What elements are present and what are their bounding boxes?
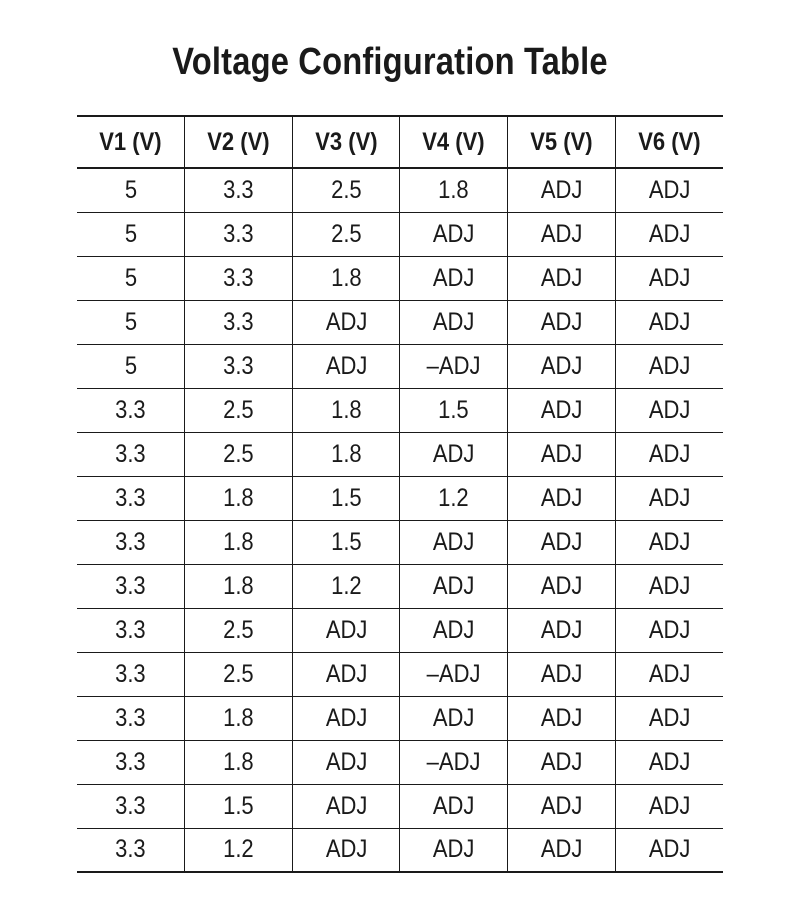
table-cell-v1	[77, 828, 185, 872]
table-row	[77, 300, 723, 344]
table-cell-v5	[508, 432, 616, 476]
table-cell-v2	[185, 388, 293, 432]
table-cell-v4	[400, 388, 508, 432]
table-cell-v4	[400, 564, 508, 608]
cell-value: –ADJ	[426, 351, 481, 380]
cell-value: 3.3	[223, 175, 254, 204]
table-cell-v6	[615, 256, 723, 300]
cell-value: ADJ	[648, 307, 691, 336]
table-cell-v3	[292, 784, 400, 828]
table-cell-v2	[185, 520, 293, 564]
cell-value: 3.3	[115, 439, 146, 468]
table-cell-v6	[615, 608, 723, 652]
table-cell-v5	[508, 608, 616, 652]
column-header-v6	[615, 116, 723, 168]
cell-value: ADJ	[540, 351, 583, 380]
cell-value: ADJ	[540, 791, 583, 820]
table-cell-v5	[508, 784, 616, 828]
table-cell-v2	[185, 300, 293, 344]
cell-value: 5	[124, 175, 137, 204]
table-cell-v2	[185, 608, 293, 652]
table-cell-v3	[292, 300, 400, 344]
table-row	[77, 476, 723, 520]
cell-value: 1.5	[438, 395, 470, 424]
column-header-label: V1 (V)	[99, 127, 162, 156]
table-cell-v1	[77, 564, 185, 608]
table-cell-v1	[77, 476, 185, 520]
cell-value: 2.5	[223, 659, 254, 688]
table-cell-v6	[615, 432, 723, 476]
table-cell-v6	[615, 696, 723, 740]
table-cell-v5	[508, 388, 616, 432]
table-cell-v3	[292, 520, 400, 564]
voltage-configuration-table	[77, 115, 723, 873]
cell-value: 2.5	[223, 439, 254, 468]
table-body	[77, 168, 723, 872]
cell-value: 1.8	[438, 175, 470, 204]
table-cell-v2	[185, 476, 293, 520]
table-cell-v2	[185, 256, 293, 300]
cell-value: 5	[124, 263, 137, 292]
table-cell-v1	[77, 212, 185, 256]
table-cell-v2	[185, 212, 293, 256]
cell-value: ADJ	[648, 835, 691, 864]
cell-value: 1.8	[223, 571, 254, 600]
cell-value: ADJ	[433, 219, 475, 248]
cell-value: ADJ	[648, 527, 691, 556]
table-cell-v1	[77, 520, 185, 564]
cell-value: ADJ	[540, 307, 583, 336]
cell-value: 1.8	[223, 747, 254, 776]
table-cell-v1	[77, 652, 185, 696]
cell-value: 3.3	[115, 483, 146, 512]
table-cell-v5	[508, 520, 616, 564]
column-header-label: V4 (V)	[422, 127, 485, 156]
table-cell-v3	[292, 432, 400, 476]
column-header-v1	[77, 116, 185, 168]
table-cell-v2	[185, 344, 293, 388]
cell-value: 5	[124, 351, 137, 380]
table-cell-v1	[77, 344, 185, 388]
table-row	[77, 344, 723, 388]
table-cell-v5	[508, 168, 616, 212]
table-cell-v1	[77, 256, 185, 300]
cell-value: 1.5	[330, 527, 362, 556]
table-cell-v2	[185, 432, 293, 476]
table-row	[77, 740, 723, 784]
cell-value: 1.2	[330, 571, 362, 600]
table-cell-v3	[292, 476, 400, 520]
cell-value: ADJ	[433, 307, 475, 336]
table-row	[77, 784, 723, 828]
cell-value: 2.5	[330, 219, 362, 248]
table-row	[77, 256, 723, 300]
table-cell-v5	[508, 564, 616, 608]
column-header-label: V2 (V)	[207, 127, 270, 156]
cell-value: ADJ	[433, 263, 475, 292]
table-cell-v5	[508, 344, 616, 388]
cell-value: ADJ	[540, 615, 583, 644]
column-header-label: V5 (V)	[530, 127, 593, 156]
table-row	[77, 520, 723, 564]
table-cell-v4	[400, 300, 508, 344]
table-cell-v1	[77, 432, 185, 476]
cell-value: ADJ	[433, 791, 475, 820]
table-cell-v3	[292, 168, 400, 212]
cell-value: ADJ	[325, 307, 367, 336]
cell-value: 1.5	[223, 791, 254, 820]
cell-value: 5	[124, 219, 137, 248]
cell-value: ADJ	[540, 439, 583, 468]
table-cell-v3	[292, 696, 400, 740]
cell-value: ADJ	[433, 527, 475, 556]
cell-value: ADJ	[540, 747, 583, 776]
cell-value: ADJ	[540, 835, 583, 864]
table-row	[77, 432, 723, 476]
cell-value: 3.3	[115, 527, 146, 556]
cell-value: 3.3	[115, 703, 146, 732]
table-row	[77, 564, 723, 608]
header-row	[77, 116, 723, 168]
cell-value: ADJ	[433, 703, 475, 732]
table-cell-v5	[508, 740, 616, 784]
table-cell-v4	[400, 608, 508, 652]
table-cell-v4	[400, 520, 508, 564]
cell-value: 3.3	[115, 395, 146, 424]
cell-value: 1.8	[223, 703, 254, 732]
table-cell-v4	[400, 696, 508, 740]
table-cell-v3	[292, 740, 400, 784]
cell-value: 3.3	[115, 747, 146, 776]
table-row	[77, 828, 723, 872]
table-cell-v6	[615, 388, 723, 432]
column-header-v4	[400, 116, 508, 168]
table-cell-v2	[185, 168, 293, 212]
cell-value: ADJ	[325, 791, 367, 820]
table-cell-v6	[615, 212, 723, 256]
table-cell-v5	[508, 828, 616, 872]
table-cell-v3	[292, 256, 400, 300]
column-header-label: V3 (V)	[314, 127, 378, 156]
table-row	[77, 608, 723, 652]
cell-value: 3.3	[115, 791, 146, 820]
cell-value: ADJ	[648, 571, 691, 600]
table-cell-v4	[400, 344, 508, 388]
table-cell-v1	[77, 168, 185, 212]
table-row	[77, 388, 723, 432]
column-header-v2	[185, 116, 293, 168]
table-cell-v5	[508, 212, 616, 256]
table-cell-v2	[185, 784, 293, 828]
table-cell-v1	[77, 740, 185, 784]
table-cell-v3	[292, 608, 400, 652]
table-cell-v1	[77, 608, 185, 652]
cell-value: ADJ	[540, 175, 583, 204]
cell-value: 2.5	[223, 615, 254, 644]
cell-value: ADJ	[648, 791, 691, 820]
table-cell-v3	[292, 828, 400, 872]
cell-value: ADJ	[433, 615, 475, 644]
table-cell-v1	[77, 388, 185, 432]
cell-value: ADJ	[433, 835, 475, 864]
table-cell-v4	[400, 784, 508, 828]
cell-value: –ADJ	[426, 747, 481, 776]
cell-value: ADJ	[648, 483, 691, 512]
cell-value: ADJ	[648, 747, 691, 776]
cell-value: ADJ	[325, 351, 367, 380]
table-row	[77, 168, 723, 212]
table-cell-v6	[615, 784, 723, 828]
table-cell-v6	[615, 344, 723, 388]
table-cell-v2	[185, 652, 293, 696]
cell-value: ADJ	[325, 747, 367, 776]
table-cell-v6	[615, 652, 723, 696]
cell-value: 1.8	[330, 395, 362, 424]
cell-value: 1.2	[223, 835, 254, 864]
table-cell-v4	[400, 740, 508, 784]
table-cell-v2	[185, 740, 293, 784]
table-cell-v6	[615, 476, 723, 520]
table-header	[77, 116, 723, 168]
cell-value: 3.3	[115, 835, 146, 864]
page-title: Voltage Configuration Table	[172, 41, 608, 83]
cell-value: 1.8	[223, 527, 254, 556]
table-cell-v5	[508, 300, 616, 344]
cell-value: ADJ	[648, 219, 691, 248]
cell-value: ADJ	[540, 659, 583, 688]
table-cell-v4	[400, 476, 508, 520]
cell-value: ADJ	[648, 351, 691, 380]
table-cell-v4	[400, 652, 508, 696]
cell-value: ADJ	[648, 439, 691, 468]
table-cell-v1	[77, 300, 185, 344]
table-cell-v2	[185, 696, 293, 740]
cell-value: ADJ	[648, 703, 691, 732]
table-cell-v3	[292, 564, 400, 608]
table-cell-v6	[615, 564, 723, 608]
table-cell-v4	[400, 432, 508, 476]
table-cell-v3	[292, 344, 400, 388]
table-cell-v1	[77, 784, 185, 828]
table-cell-v4	[400, 168, 508, 212]
cell-value: ADJ	[325, 659, 367, 688]
table-cell-v6	[615, 300, 723, 344]
column-header-v3	[292, 116, 400, 168]
cell-value: ADJ	[540, 219, 583, 248]
cell-value: ADJ	[540, 527, 583, 556]
cell-value: ADJ	[433, 439, 475, 468]
table-cell-v4	[400, 212, 508, 256]
cell-value: 1.8	[330, 439, 362, 468]
table-cell-v2	[185, 828, 293, 872]
table-cell-v5	[508, 256, 616, 300]
table-cell-v3	[292, 652, 400, 696]
cell-value: 3.3	[223, 219, 254, 248]
cell-value: 3.3	[223, 351, 254, 380]
cell-value: ADJ	[648, 175, 691, 204]
table-cell-v6	[615, 168, 723, 212]
table-cell-v5	[508, 696, 616, 740]
cell-value: ADJ	[648, 615, 691, 644]
column-header-v5	[508, 116, 616, 168]
table-cell-v6	[615, 740, 723, 784]
cell-value: 3.3	[115, 571, 146, 600]
table-cell-v2	[185, 564, 293, 608]
cell-value: 1.8	[223, 483, 254, 512]
cell-value: 5	[124, 307, 137, 336]
table-cell-v6	[615, 520, 723, 564]
table-cell-v5	[508, 476, 616, 520]
table-row	[77, 212, 723, 256]
cell-value: ADJ	[325, 835, 367, 864]
cell-value: 1.2	[438, 483, 470, 512]
cell-value: ADJ	[540, 703, 583, 732]
column-header-label: V6 (V)	[638, 127, 701, 156]
cell-value: ADJ	[325, 703, 367, 732]
table-cell-v6	[615, 828, 723, 872]
table-cell-v5	[508, 652, 616, 696]
cell-value: ADJ	[648, 659, 691, 688]
cell-value: 3.3	[115, 615, 146, 644]
table-cell-v3	[292, 212, 400, 256]
cell-value: ADJ	[540, 263, 583, 292]
table-row	[77, 652, 723, 696]
table-row	[77, 696, 723, 740]
table-cell-v3	[292, 388, 400, 432]
cell-value: ADJ	[540, 571, 583, 600]
cell-value: 1.8	[330, 263, 362, 292]
cell-value: ADJ	[540, 395, 583, 424]
cell-value: 3.3	[115, 659, 146, 688]
table-cell-v4	[400, 828, 508, 872]
cell-value: ADJ	[433, 571, 475, 600]
cell-value: 2.5	[330, 175, 362, 204]
cell-value: –ADJ	[426, 659, 481, 688]
cell-value: ADJ	[540, 483, 583, 512]
cell-value: ADJ	[648, 395, 691, 424]
cell-value: 2.5	[223, 395, 254, 424]
cell-value: ADJ	[648, 263, 691, 292]
table-cell-v4	[400, 256, 508, 300]
cell-value: 3.3	[223, 307, 254, 336]
cell-value: ADJ	[325, 615, 367, 644]
cell-value: 1.5	[330, 483, 362, 512]
cell-value: 3.3	[223, 263, 254, 292]
table-cell-v1	[77, 696, 185, 740]
